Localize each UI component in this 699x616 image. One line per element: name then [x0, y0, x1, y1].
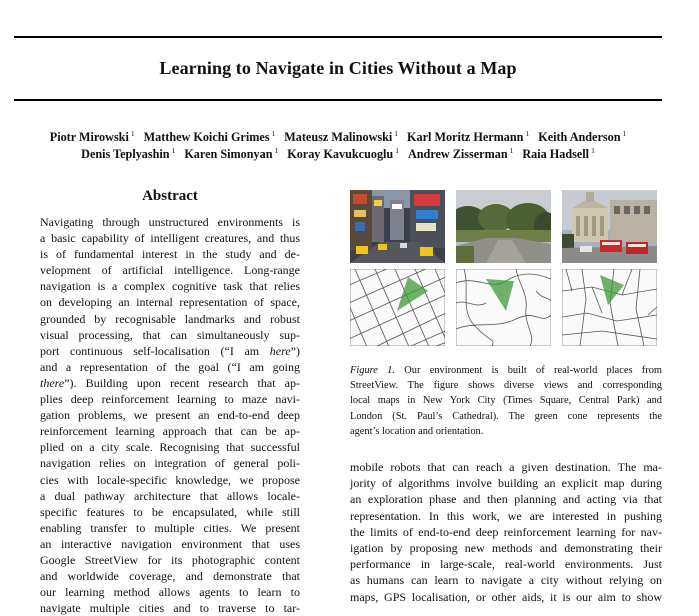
text-line: visual processing, that can simultaneously sup- [40, 327, 300, 342]
caption-line: London (St. Paul’s Cathedral). The green cone represents the [350, 410, 662, 422]
text-line: velopment of artificial intelligence. Long-range [40, 263, 300, 278]
central-park-photo [456, 190, 551, 263]
text-line [40, 375, 300, 391]
author-name-text: Koray Kavukcuoglu [287, 147, 394, 162]
author-affiliation-mark: 1 [509, 146, 514, 155]
author-name [538, 130, 626, 144]
author-affiliation-mark: 1 [130, 129, 135, 138]
author-affiliation-mark: 1 [271, 129, 276, 138]
author-name-text: Denis Teplyashin [81, 147, 170, 162]
text-line: navigate multiple cities and to traverse to tar- [40, 601, 300, 616]
text-line: is of fundamental interest in the study and de- [40, 247, 300, 262]
author-affiliation-mark: 1 [171, 146, 176, 155]
caption-line: StreetView. The figure shows diverse views and corresponding [350, 380, 662, 392]
text-line: gation problems, we present an end-to-end deep [40, 408, 300, 423]
central-park-map [456, 269, 551, 346]
author-name [407, 130, 529, 144]
author-name-text: Matthew Koichi Grimes [143, 130, 270, 145]
title-top-rule [14, 36, 662, 38]
intro-body [350, 459, 662, 605]
text-line: our learning method allows agents to learn to [40, 585, 300, 600]
caption-line [350, 363, 662, 378]
text-line: on developing an internal representation of space, [40, 295, 300, 310]
author-name [284, 130, 398, 144]
text-line: plies deep reinforcement learning to maze navi- [40, 392, 300, 407]
author-affiliation-mark: 1 [622, 129, 627, 138]
author-row-1 [0, 129, 676, 145]
text-line: reinforcement learning approach that can be ap- [40, 424, 300, 439]
text-line: plied on a city scale. Recognising that successful [40, 440, 300, 455]
abstract-heading: Abstract [142, 188, 198, 204]
text-line: performance in large-scale, real-world environments. Just [350, 557, 662, 572]
author-affiliation-mark: 1 [591, 146, 595, 155]
text-line: enabling transfer to multiple cities. We present [40, 520, 300, 535]
text-line: navigation is a complex cognitive task that relies [40, 279, 300, 294]
text-line: a basic capability of intelligent creatures, and thus [40, 231, 300, 246]
caption-line: agent’s location and orientation. [350, 425, 484, 437]
author-affiliation-mark: 1 [395, 146, 399, 155]
author-name-text: Karen Simonyan [184, 147, 273, 162]
text-line: an interactive navigation environment that uses [40, 536, 300, 551]
text-line: mobile robots that can reach a given destination. The ma- [350, 460, 662, 474]
text-line: representation. In this work, we are interested in pushing [350, 508, 662, 523]
text-line: as humans can learn to navigate a city without relying on [350, 573, 662, 588]
emphasis-text: there [40, 375, 65, 390]
text-line: specific features to be encapsulated, while still [40, 504, 300, 519]
author-name-text: Mateusz Malinowski [284, 130, 393, 145]
author-name [522, 147, 594, 161]
author-name-text: Karl Moritz Hermann [407, 130, 524, 145]
text-fragment: port continuous self-localisation (“I am [40, 343, 270, 358]
text-line: Navigating through unstructured environments is [40, 215, 300, 229]
text-line: navigation relies on integration of general poli- [40, 456, 300, 471]
text-line: maps, GPS localisation, or other aids, it is our aim to show [350, 589, 662, 604]
text-line: Google StreetView for its photographic content [40, 552, 300, 567]
text-line: igation by proposing new methods and demonstrating their [350, 540, 662, 555]
times-square-photo [350, 190, 445, 263]
text-line: the limits of end-to-end deep reinforcement learning for nav- [350, 524, 662, 539]
text-line: cies with locale-specific knowledge, we propose [40, 472, 300, 487]
figure-caption [350, 363, 662, 439]
author-name [144, 130, 276, 144]
text-line: grounded by recognisable landmarks and robust [40, 311, 300, 326]
author-row-2 [0, 146, 676, 162]
author-affiliation-mark: 1 [525, 129, 530, 138]
emphasis-text: here [269, 343, 291, 358]
text-line: and worldwide coverage, and demonstrate that [40, 569, 300, 584]
author-name-text: Keith Anderson [538, 130, 621, 145]
figure-label: Figure 1. [350, 365, 395, 376]
text-fragment: ”). Building upon recent research that ap- [64, 375, 300, 390]
author-name [408, 147, 513, 161]
author-name-text: Raia Hadsell [522, 147, 590, 162]
text-line: and a representation of the goal (“I am going [40, 359, 300, 374]
abstract-body [40, 214, 300, 616]
title-bottom-rule [14, 99, 662, 101]
paper-title: Learning to Navigate in Cities Without a Map [159, 58, 517, 78]
author-name [184, 147, 278, 161]
st-pauls-photo [562, 190, 657, 263]
times-square-map [350, 269, 445, 346]
text-line: an exploration phase and then planning and acting via that [350, 492, 662, 507]
st-pauls-map [562, 269, 657, 346]
text-line: a dual pathway architecture that allows locale- [40, 488, 300, 503]
caption-text: Our environment is built of real-world places from [394, 365, 662, 376]
author-name [287, 147, 399, 161]
text-line [40, 343, 300, 359]
text-fragment: ”) [290, 343, 300, 358]
author-name [50, 130, 135, 144]
author-name [81, 147, 175, 161]
caption-line: local maps in New York City (Times Square, Central Park) and [350, 395, 662, 407]
author-name-text: Piotr Mirowski [49, 130, 129, 145]
author-affiliation-mark: 1 [394, 129, 399, 138]
author-name-text: Andrew Zisserman [407, 147, 508, 162]
text-line: jority of algorithms involve building an explicit map during [350, 476, 662, 491]
author-affiliation-mark: 1 [274, 146, 279, 155]
